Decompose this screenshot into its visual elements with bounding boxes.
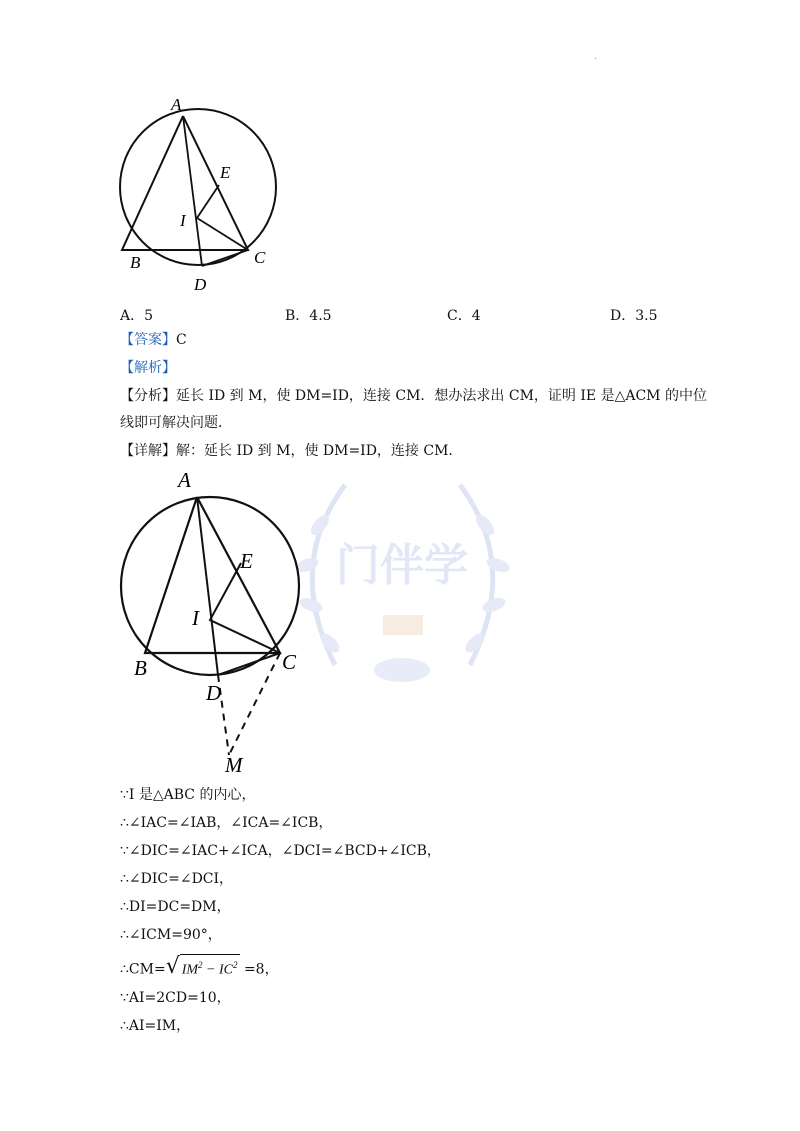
fenxi-text-2: 线即可解决问题． [120, 415, 232, 431]
proof-line-7: ∵AI=2CD=10， [120, 990, 231, 1006]
label-c: C [282, 650, 297, 674]
segments-ei-ic [210, 563, 280, 653]
watermark-ribbon [374, 658, 430, 682]
sqrt-suffix: =8， [239, 961, 279, 978]
label-d: D [194, 275, 207, 294]
label-m: M [225, 753, 243, 777]
choice-b: B．4.5 [285, 308, 332, 324]
choice-a: A．5 [120, 308, 154, 324]
label-e: E [240, 549, 253, 573]
xiangjie-text: 解：延长 ID 到 M，使 DM=ID，连接 CM． [176, 443, 463, 459]
segment-dc [202, 250, 248, 266]
label-i: I [192, 606, 199, 630]
segment-dc [218, 653, 280, 675]
label-b: B [130, 253, 141, 272]
proof-line-5: ∴DI=DC=DM， [120, 899, 231, 915]
segment-ad [197, 497, 218, 675]
radicand: $IM^2 - IC^2$ [180, 954, 240, 981]
answer-line [120, 330, 187, 350]
fenxi-line-1 [120, 386, 707, 406]
watermark-text: 门伴学 [336, 540, 468, 591]
proof-line-3: ∵∠DIC=∠IAC+∠ICA，∠DCI=∠BCD+∠ICB， [120, 843, 441, 859]
label-d: D [206, 681, 222, 705]
label-e: E [220, 163, 231, 182]
label-c: C [254, 248, 266, 267]
watermark-book-icon [383, 615, 423, 635]
fenxi-line-2 [120, 413, 232, 433]
segment-ad [183, 116, 202, 266]
fenxi-text-1: 延长 ID 到 M，使 DM=ID，连接 CM．想办法求出 CM，证明 IE 是△ACM 的中位 [176, 388, 707, 404]
corner-mark: · [594, 54, 598, 65]
answer-tag: 【答案】 [120, 332, 176, 348]
sqrt-expression [166, 954, 240, 981]
choice-d: D．3.5 [610, 308, 658, 324]
label-i: I [180, 211, 186, 230]
circumcircle [120, 109, 276, 265]
sqrt-prefix: ∴CM= [120, 961, 166, 978]
segments-ei-ic [197, 185, 248, 250]
proof-line-2: ∴∠IAC=∠IAB，∠ICA=∠ICB， [120, 815, 333, 831]
proof-line-sqrt [120, 954, 279, 981]
label-a: A [178, 468, 191, 492]
proof-line-4: ∴∠DIC=∠DCI， [120, 871, 234, 887]
answer-value: C [176, 332, 187, 348]
geometry-figure-1 [110, 90, 290, 295]
proof-line-6: ∴∠ICM=90°， [120, 927, 222, 943]
label-a: A [171, 95, 182, 114]
analysis-tag: 【解析】 [120, 360, 176, 376]
radical-sign: √ [165, 954, 180, 980]
proof-line-1: ∵I 是△ABC 的内心， [120, 787, 256, 803]
choice-c: C．4 [447, 308, 481, 324]
xiangjie-tag: 【详解】 [120, 443, 176, 459]
analysis-line [120, 358, 176, 378]
geometry-figure-2 [115, 465, 315, 780]
label-b: B [134, 656, 147, 680]
proof-line-8: ∴AI=IM， [120, 1018, 191, 1034]
fenxi-tag: 【分析】 [120, 388, 176, 404]
